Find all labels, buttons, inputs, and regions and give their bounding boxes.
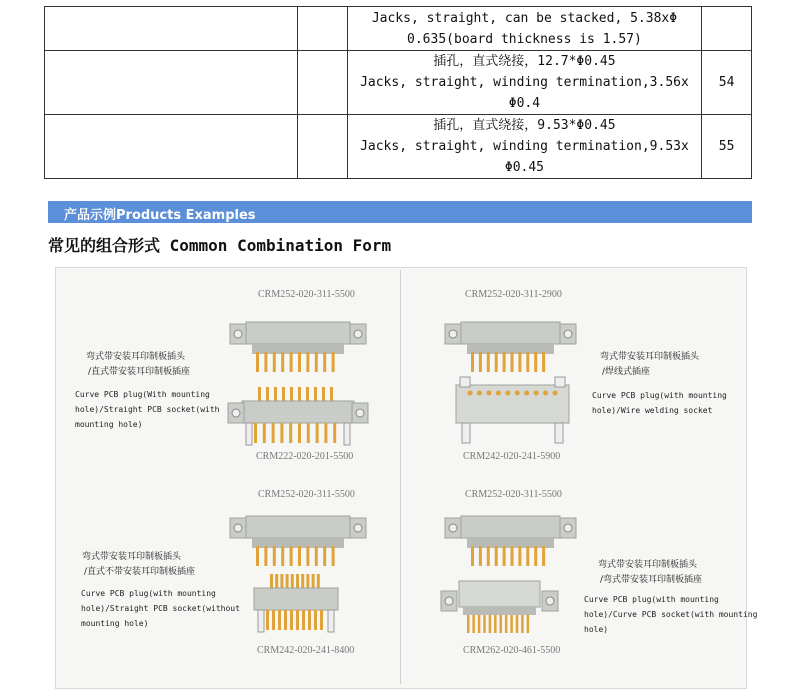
part-number-bottom: CRM242-020-241-8400 xyxy=(257,645,355,656)
panel-divider xyxy=(400,270,401,684)
text-line: /直式不带安装耳印制板插座 xyxy=(84,567,196,577)
part-number-top: CRM252-020-311-2900 xyxy=(465,289,562,300)
text-line: hole) xyxy=(584,625,609,634)
text-line: hole)/Straight PCB socket(without xyxy=(81,604,240,613)
description-line: Jacks, straight, winding termination,9.53x xyxy=(360,139,689,154)
text-line: 弯式带安装耳印制板插头 xyxy=(600,352,700,362)
description-line: 插孔，直式绕接，9.53*Φ0.45 xyxy=(433,118,616,133)
description-line: 插孔，直式绕接，12.7*Φ0.45 xyxy=(433,54,616,69)
part-number-bottom: CRM242-020-241-5900 xyxy=(463,451,561,462)
table-cell xyxy=(45,51,298,115)
description-zh xyxy=(598,558,702,588)
text-line: hole)/Wire welding socket xyxy=(592,406,713,415)
table-cell xyxy=(45,115,298,179)
text-line: 弯式带安装耳印制板插头 xyxy=(598,560,698,570)
description-en xyxy=(75,387,220,432)
curve-plug-image xyxy=(228,318,368,378)
description-line: Jacks, straight, can be stacked, 5.38xΦ xyxy=(371,10,678,26)
section-banner xyxy=(48,201,752,223)
text-line: 弯式带安装耳印制板插头 xyxy=(86,352,186,362)
table-row xyxy=(45,51,752,115)
text-line: hole)/Curve PCB socket(with mounting xyxy=(584,610,758,619)
text-line: hole)/Straight PCB socket(with xyxy=(75,405,220,414)
wire-socket-image xyxy=(450,377,575,445)
straight-socket-image xyxy=(228,385,368,447)
description-en xyxy=(81,586,240,631)
straight-socket-image xyxy=(240,572,352,640)
banner-title: 产品示例Products Examples xyxy=(64,208,256,223)
description-line: Jacks, straight, winding termination,3.56x xyxy=(360,75,689,90)
curve-plug-image xyxy=(443,512,578,572)
text-line: Curve PCB plug(with mounting xyxy=(592,391,727,400)
text-line: mounting hole) xyxy=(81,619,149,628)
table-cell xyxy=(45,7,298,51)
table-row xyxy=(45,7,752,51)
description-cell xyxy=(347,7,702,51)
page-cell: 55 xyxy=(702,115,752,179)
part-number-bottom: CRM262-020-461-5500 xyxy=(463,645,561,656)
description-line: Φ0.4 xyxy=(508,96,541,111)
text-line: Curve PCB plug(with mounting xyxy=(584,595,719,604)
curve-plug-image xyxy=(228,512,368,572)
page-cell: 54 xyxy=(702,51,752,115)
page-cell xyxy=(702,7,752,51)
description-en xyxy=(592,388,727,418)
text-line: /焊线式插座 xyxy=(602,367,651,377)
description-zh xyxy=(82,550,195,580)
part-number-top: CRM252-020-311-5500 xyxy=(465,489,562,500)
description-cell xyxy=(347,51,702,115)
description-en xyxy=(584,592,757,637)
table-cell xyxy=(297,7,347,51)
description-cell xyxy=(347,115,702,179)
text-line: /直式带安装耳印制板插座 xyxy=(88,367,191,377)
curve-socket-image xyxy=(437,575,562,637)
table-cell xyxy=(297,115,347,179)
description-zh xyxy=(86,350,190,380)
text-line: Curve PCB plug(With mounting xyxy=(75,390,210,399)
section-subheading: 常见的组合形式 Common Combination Form xyxy=(48,236,392,255)
description-zh xyxy=(600,350,699,380)
part-number-top: CRM252-020-311-5500 xyxy=(258,489,355,500)
curve-plug-image xyxy=(443,318,578,378)
text-line: mounting hole) xyxy=(75,420,143,429)
text-line: /弯式带安装耳印制板插座 xyxy=(600,575,703,585)
spec-table xyxy=(44,6,752,179)
description-line: 0.635(board thickness is 1.57) xyxy=(407,31,642,47)
description-line: Φ0.45 xyxy=(504,160,545,175)
table-cell xyxy=(297,51,347,115)
text-line: 弯式带安装耳印制板插头 xyxy=(82,552,182,562)
text-line: Curve PCB plug(with mounting xyxy=(81,589,216,598)
part-number-bottom: CRM222-020-201-5500 xyxy=(256,451,354,462)
table-row xyxy=(45,115,752,179)
part-number-top: CRM252-020-311-5500 xyxy=(258,289,355,300)
